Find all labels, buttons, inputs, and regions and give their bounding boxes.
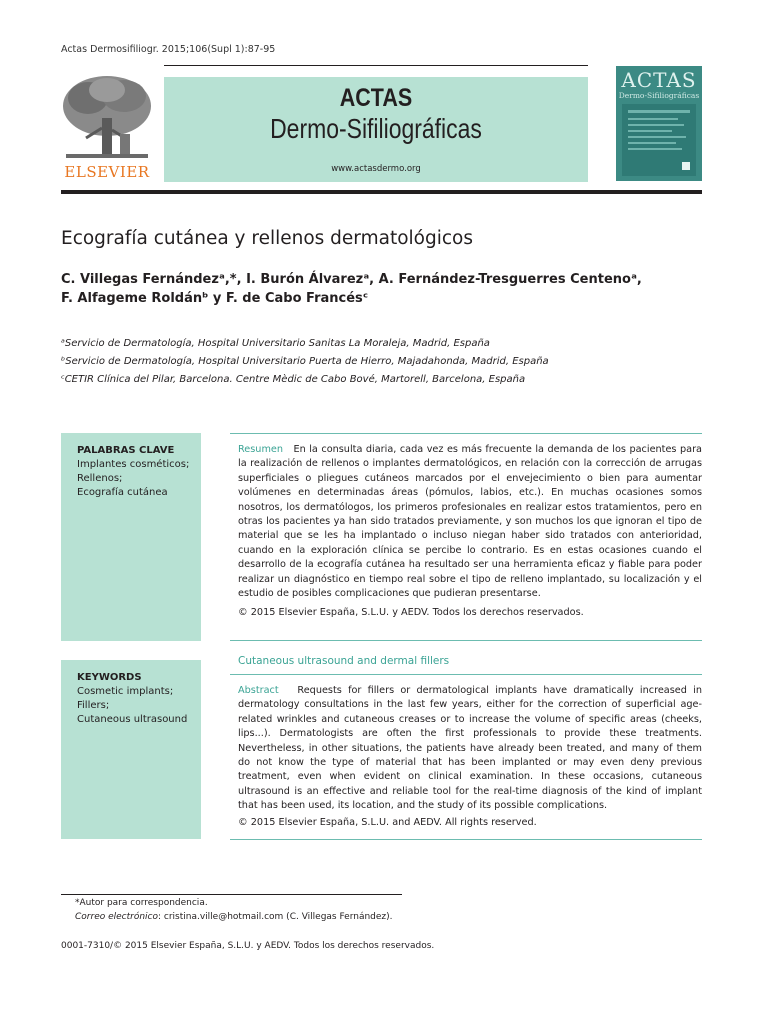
journal-cover-thumbnail	[616, 66, 702, 181]
keywords-es-panel	[61, 433, 201, 641]
affiliation-b: ᵇServicio de Dermatología, Hospital Universitario Puerta de Hierro, Majadahonda, Madrid, España	[61, 356, 549, 367]
keyword-item: Cutaneous ultrasound	[77, 714, 188, 725]
affiliation-a: ᵃServicio de Dermatología, Hospital Universitario Sanitas La Moraleja, Madrid, España	[61, 338, 490, 349]
masthead-top-rule	[164, 65, 588, 66]
keywords-es-heading: PALABRAS CLAVE	[77, 445, 175, 456]
issn-line: 0001-7310/© 2015 Elsevier España, S.L.U. y AEDV. Todos los derechos reservados.	[61, 941, 435, 951]
journal-subtitle: Dermo-Sifiliográficas	[270, 113, 482, 144]
cover-pattern	[622, 104, 696, 176]
authors-line-1: C. Villegas Fernándezᵃ,*, I. Burón Álvarezᵃ, A. Fernández-Tresguerres Centenoᵃ,	[61, 272, 642, 287]
abstract-bottom-rule	[230, 839, 702, 840]
authors-line-2: F. Alfageme Roldánᵇ y F. de Cabo Francésᶜ	[61, 291, 369, 306]
resumen-top-rule	[230, 433, 702, 434]
journal-reference: Actas Dermosifiliogr. 2015;106(Supl 1):87-95	[61, 44, 276, 55]
resumen-copyright: © 2015 Elsevier España, S.L.U. y AEDV. Todos los derechos reservados.	[238, 607, 584, 618]
keyword-item: Implantes cosméticos;	[77, 459, 190, 470]
journal-url[interactable]: www.actasdermo.org	[331, 164, 421, 174]
cover-subtitle: Dermo-Sifiliográficas	[618, 91, 700, 100]
footnote-rule	[61, 894, 402, 895]
cover-title: ACTAS	[621, 68, 697, 92]
journal-title: ACTAS	[339, 84, 413, 112]
keyword-item: Fillers;	[77, 700, 110, 711]
abstract-top-rule	[230, 674, 702, 675]
email-label: Correo electrónico	[75, 912, 159, 922]
abstract-label: Abstract	[238, 685, 279, 696]
keyword-item: Cosmetic implants;	[77, 686, 174, 697]
email-address[interactable]: : cristina.ville@hotmail.com (C. Villegas Fernández).	[158, 912, 393, 922]
resumen-bottom-rule	[230, 640, 702, 641]
resumen-paragraph	[238, 443, 702, 601]
masthead-bottom-rule	[61, 190, 702, 194]
keyword-item: Ecografía cutánea	[77, 487, 168, 498]
keyword-item: Rellenos;	[77, 473, 123, 484]
resumen-label: Resumen	[238, 444, 283, 455]
correspondence-note: *Autor para correspondencia.	[75, 898, 208, 908]
abstract-text: Requests for fillers or dermatological implants have dramatically increased in dermatology consultations in the last few years, either for the correction of superficial age-related wrinkles and cutaneous creases or to increase the volume of specific areas (cheeks, lips...). Dermatologists are often the first professionals to provide these treatments. Nevertheless, in other situations, the patients have already been treated, and many of them do not know the type of material that has been implanted or may even deny previous treatment, even when evident on clinical examination. In these occasions, cutaneous ultrasound is an effective and reliable tool for the real-time diagnosis of the kind of implant that has been used, its location, and the study of its possible complications.	[238, 685, 702, 812]
author-list	[61, 270, 642, 308]
abstract-paragraph	[238, 684, 702, 814]
affiliation-c: ᶜCETIR Clínica del Pilar, Barcelona. Centre Mèdic de Cabo Bové, Martorell, Barcelona, España	[61, 374, 526, 385]
publisher-name: ELSEVIER	[64, 163, 150, 181]
keywords-en-panel	[61, 660, 201, 839]
resumen-text: En la consulta diaria, cada vez es más frecuente la demanda de los pacientes para la realización de rellenos o implantes dermatológicos, en relación con la corrección de arrugas superficiales o pliegues cutáneos marcados por el envejecimiento o bien para aumentar volúmenes en determinadas áreas (pómulos, labios, etc.). En muchas ocasiones somos nosotros, los dermatólogos, los primeros profesionales en realizar estos tratamientos, pero en otras los pacientes ya han sido tratados previamente, y son muchos los que ignoran el tipo de material que se les ha implantado o incluso niegan haber sido tratados con anterioridad, cuando en la exploración clínica se percibe lo contrario. Es en estas ocasiones cuando el desarrollo de la ecografía cutánea ha resultado ser una herramienta eficaz y fiable para poder realizar un diagnóstico en tiempo real sobre el tipo de relleno implantado, su localización y el estudio de posibles complicaciones que pudieran presentarse.	[238, 444, 702, 600]
keywords-en-heading: KEYWORDS	[77, 672, 142, 683]
abstract-copyright: © 2015 Elsevier España, S.L.U. and AEDV. All rights reserved.	[238, 817, 537, 828]
english-title: Cutaneous ultrasound and dermal fillers	[238, 655, 450, 667]
article-title: Ecografía cutánea y rellenos dermatológicos	[61, 228, 473, 249]
email-note	[75, 912, 393, 922]
